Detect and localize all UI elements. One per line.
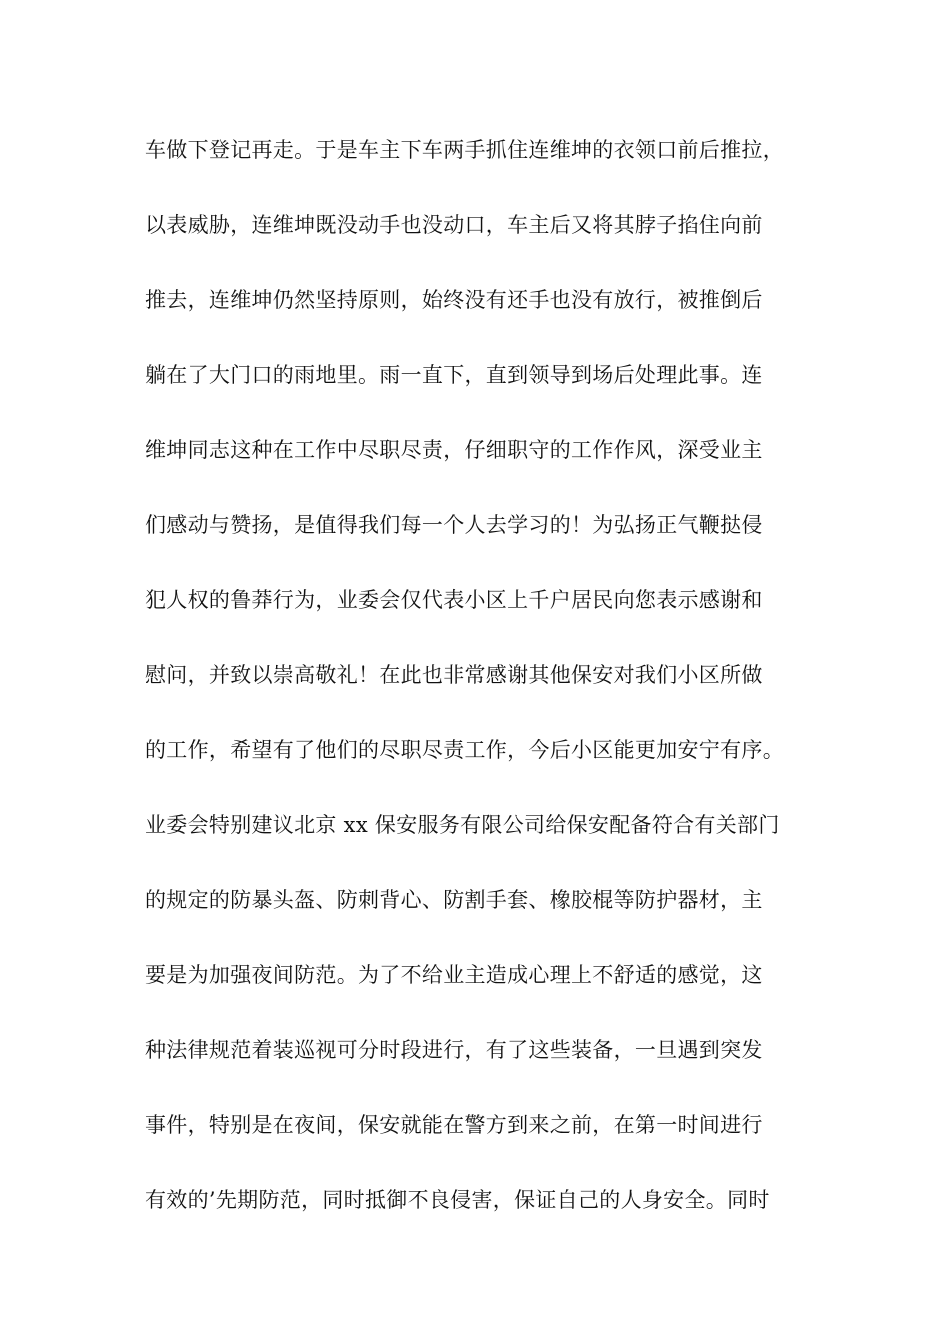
text-line: 们感动与赞扬，是值得我们每一个人去学习的！为弘扬正气鞭挞侵 [145,513,763,537]
body-text [145,128,825,1253]
text-line: 事件，特别是在夜间，保安就能在警方到来之前，在第一时间进行 [145,1113,763,1137]
text-line: 车做下登记再走。于是车主下车两手抓住连维坤的衣领口前后推拉， [145,138,784,162]
text-line: 的规定的防暴头盔、防刺背心、防割手套、橡胶棍等防护器材，主 [145,888,763,912]
text-line: 维坤同志这种在工作中尽职尽责，仔细职守的工作作风，深受业主 [145,438,763,462]
text-line: 犯人权的鲁莽行为，业委会仅代表小区上千户居民向您表示感谢和 [145,588,763,612]
text-line: 有效的’先期防范，同时抵御不良侵害，保证自己的人身安全。同时 [145,1188,770,1212]
text-line: 的工作，希望有了他们的尽职尽责工作，今后小区能更加安宁有序。 [145,738,784,762]
text-line: 要是为加强夜间防范。为了不给业主造成心理上不舒适的感觉，这 [145,963,763,987]
text-line: 种法律规范着装巡视可分时段进行，有了这些装备，一旦遇到突发 [145,1038,763,1062]
text-line: 慰问，并致以崇高敬礼！在此也非常感谢其他保安对我们小区所做 [145,663,763,687]
text-line: 推去，连维坤仍然坚持原则，始终没有还手也没有放行，被推倒后 [145,288,763,312]
text-line: 业委会特别建议北京 xx 保安服务有限公司给保安配备符合有关部门 [145,813,780,837]
text-line: 躺在了大门口的雨地里。雨一直下，直到领导到场后处理此事。连 [145,363,763,387]
text-line: 以表威胁，连维坤既没动手也没动口，车主后又将其脖子掐住向前 [145,213,763,237]
